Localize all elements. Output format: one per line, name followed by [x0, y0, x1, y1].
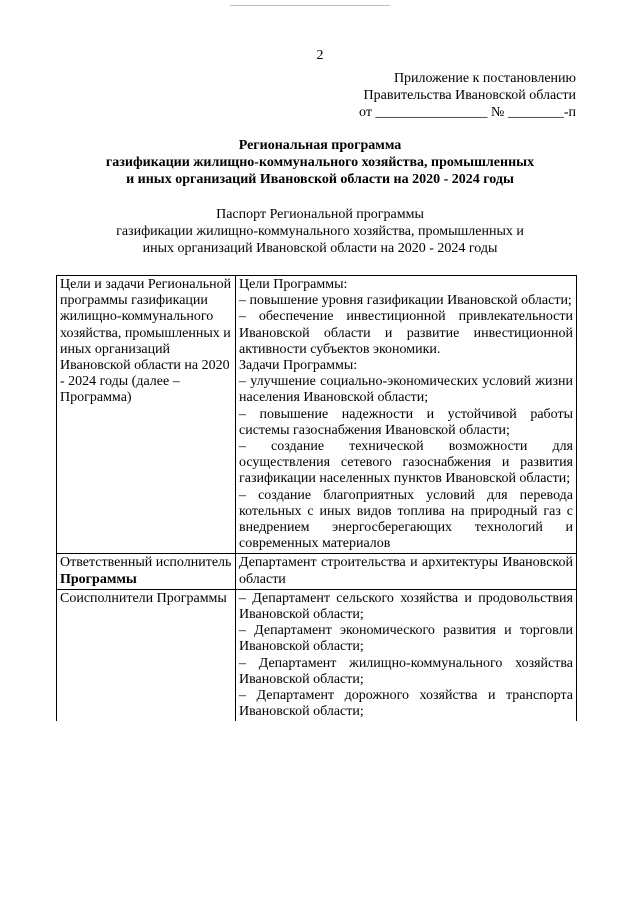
task-item: – улучшение социально-экономических условий жизни населения Ивановской области;	[239, 374, 573, 406]
passport-line-3: иных организаций Ивановской области на 2020 - 2024 годы	[142, 241, 498, 256]
scan-artifact-line	[230, 5, 390, 6]
goal-item: – повышение уровня газификации Ивановской области;	[239, 293, 572, 309]
task-item: – создание благоприятных условий для перевода котельных с иных видов топлива на природный газ с внедрением энергосберегающих технологий и современных материалов	[239, 487, 573, 552]
appendix-line-1: Приложение к постановлению	[393, 71, 576, 86]
program-title	[40, 137, 600, 188]
passport-line-2: газификации жилищно-коммунального хозяйства, промышленных и	[116, 224, 524, 239]
goals-heading: Цели Программы:	[239, 277, 348, 292]
page-number: 2	[316, 48, 324, 63]
goals-label-cell: Цели и задачи Региональной программы газификации жилищно-коммунального хозяйства, промышленных и иных организаций Ивановской области на 2020 - 2024 годы (далее – Программа)	[57, 276, 236, 554]
goal-item: – обеспечение инвестиционной привлекательности Ивановской области и развитие инвестиционной активности субъектов экономики.	[239, 309, 573, 357]
coexecutor-item: – Департамент дорожного хозяйства и транспорта Ивановской области;	[239, 688, 573, 720]
task-item: – повышение надежности и устойчивой работы системы газоснабжения Ивановской области;	[239, 406, 573, 438]
title-line-1: Региональная программа	[238, 138, 402, 153]
table-row-responsible	[57, 554, 577, 589]
coexecutor-item: – Департамент экономического развития и торговли Ивановской области;	[239, 623, 573, 655]
appendix-header	[276, 70, 576, 121]
goals-value-cell	[236, 276, 577, 554]
responsible-label-part1: Ответственный исполнитель	[60, 555, 232, 571]
responsible-label-part2: Программы	[60, 571, 137, 587]
tasks-heading: Задачи Программы:	[239, 358, 358, 374]
coexecutor-item: – Департамент жилищно-коммунального хозяйства Ивановской области;	[239, 655, 573, 687]
coexecutors-value-cell	[236, 589, 577, 721]
table-row-coexecutors	[57, 589, 577, 721]
passport-heading	[40, 206, 600, 257]
title-line-2: газификации жилищно-коммунального хозяйства, промышленных	[105, 155, 535, 170]
passport-table	[56, 275, 577, 721]
appendix-line-3: от ________________ № ________-п	[359, 105, 576, 120]
passport-line-1: Паспорт Региональной программы	[216, 207, 424, 222]
title-line-3: и иных организаций Ивановской области на 2020 - 2024 годы	[126, 172, 514, 187]
task-item: – создание технической возможности для осуществления сетевого газоснабжения и развития газификации населенных пунктов Ивановской области;	[239, 439, 573, 487]
responsible-value-cell: Департамент строительства и архитектуры Ивановской области	[236, 554, 577, 589]
table-row-goals	[57, 276, 577, 554]
coexecutors-label-cell: Соисполнители Программы	[57, 589, 236, 721]
responsible-label-cell	[57, 554, 236, 589]
coexecutor-item: – Департамент сельского хозяйства и продовольствия Ивановской области;	[239, 590, 573, 623]
appendix-line-2: Правительства Ивановской области	[363, 88, 576, 103]
